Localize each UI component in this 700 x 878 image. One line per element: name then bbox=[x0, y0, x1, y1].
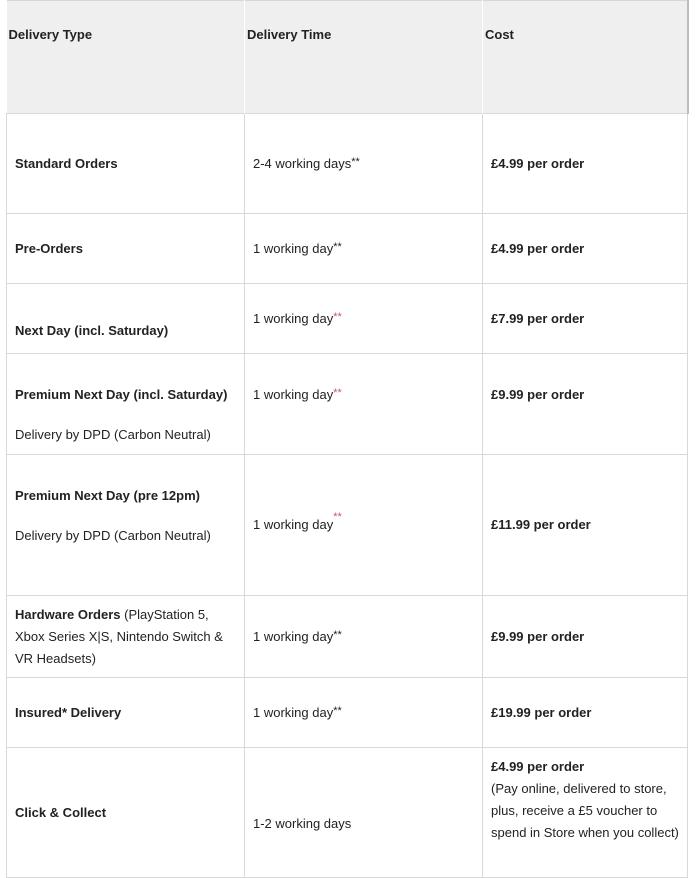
asterisk-note: ** bbox=[333, 511, 342, 523]
asterisk-note: ** bbox=[333, 310, 342, 323]
delivery-time-cell bbox=[245, 114, 483, 214]
table-row bbox=[7, 114, 688, 214]
table-row bbox=[7, 596, 688, 678]
delivery-type-name: Hardware Orders bbox=[15, 606, 121, 622]
delivery-time: 1 working day bbox=[253, 240, 334, 256]
cost-cell bbox=[483, 596, 688, 678]
delivery-type-cell bbox=[7, 114, 245, 214]
delivery-type-name: Premium Next Day (incl. Saturday) bbox=[15, 387, 228, 402]
delivery-time-cell bbox=[245, 214, 483, 284]
table-row bbox=[7, 284, 688, 354]
delivery-time-cell bbox=[245, 678, 483, 748]
cost-unit: per order bbox=[530, 704, 592, 720]
cost-cell bbox=[483, 284, 688, 354]
delivery-type-name: Standard Orders bbox=[15, 155, 118, 171]
cost-note: (Pay online, delivered to store, plus, receive a £5 voucher to spend in Store when you collect) bbox=[491, 781, 679, 840]
cost-cell bbox=[483, 455, 688, 596]
delivery-type-cell bbox=[7, 354, 245, 455]
asterisk-note: ** bbox=[333, 704, 342, 717]
cost-unit: per order bbox=[523, 310, 585, 326]
delivery-time-cell bbox=[245, 748, 483, 878]
cost-amount: £9.99 bbox=[491, 628, 524, 644]
cost-unit: per order bbox=[523, 387, 585, 402]
delivery-time-cell bbox=[245, 354, 483, 455]
table-header-row bbox=[7, 1, 688, 114]
cost-cell bbox=[483, 214, 688, 284]
delivery-type-cell bbox=[7, 596, 245, 678]
cost-amount: £11.99 bbox=[491, 517, 531, 532]
cost-amount: £4.99 bbox=[491, 240, 524, 256]
table-row bbox=[7, 354, 688, 455]
asterisk-note: ** bbox=[351, 155, 360, 168]
delivery-time: 1 working day bbox=[253, 387, 334, 402]
table-row bbox=[7, 748, 688, 878]
delivery-type-cell bbox=[7, 678, 245, 748]
delivery-type-cell bbox=[7, 214, 245, 284]
cost-cell bbox=[483, 114, 688, 214]
delivery-type-cell bbox=[7, 748, 245, 878]
delivery-time: 1 working day bbox=[253, 704, 334, 720]
delivery-type-name: Premium Next Day (pre 12pm) bbox=[15, 488, 200, 503]
table-row bbox=[7, 214, 688, 284]
delivery-type-name-start: Next Day bbox=[15, 323, 75, 338]
delivery-type-name: (incl. Saturday) bbox=[74, 323, 169, 338]
cost-cell bbox=[483, 678, 688, 748]
cost-amount: £7.99 bbox=[491, 310, 524, 326]
table-row bbox=[7, 678, 688, 748]
cost-unit: per order bbox=[523, 240, 585, 256]
delivery-type-cell bbox=[7, 284, 245, 354]
cost-unit: per order bbox=[530, 517, 591, 532]
delivery-time: 1-2 working days bbox=[253, 815, 352, 831]
delivery-time: 2-4 working days bbox=[253, 155, 352, 171]
delivery-type-detail: (PlayStation 5, Xbox Series X|S, Nintendo Switch & VR Headsets) bbox=[15, 606, 223, 666]
delivery-time: 1 working day bbox=[253, 310, 334, 326]
header-delivery-time: Delivery Time bbox=[245, 1, 483, 114]
delivery-carrier-note: Delivery by DPD (Carbon Neutral) bbox=[15, 427, 211, 442]
delivery-time: 1 working day bbox=[253, 628, 334, 644]
table-row bbox=[7, 455, 688, 596]
delivery-time-cell bbox=[245, 596, 483, 678]
delivery-type-name: Insured* Delivery bbox=[15, 704, 122, 720]
cost-amount: £4.99 bbox=[491, 155, 524, 171]
header-delivery-type: Delivery Type bbox=[7, 1, 245, 114]
header-cost: Cost bbox=[483, 1, 688, 114]
delivery-table bbox=[6, 0, 689, 878]
cost-cell bbox=[483, 748, 688, 878]
delivery-carrier-note: Delivery by DPD (Carbon Neutral) bbox=[15, 528, 211, 543]
cost-amount: £9.99 bbox=[491, 387, 524, 402]
delivery-type-name: Pre-Orders bbox=[15, 240, 83, 256]
asterisk-note: ** bbox=[333, 240, 342, 253]
cost-amount: £19.99 bbox=[491, 704, 531, 720]
cost-amount: £4.99 per order bbox=[491, 759, 585, 774]
asterisk-note: ** bbox=[333, 387, 342, 399]
delivery-time-cell bbox=[245, 284, 483, 354]
delivery-time: 1 working day bbox=[253, 517, 334, 532]
cost-cell bbox=[483, 354, 688, 455]
cost-unit: per order bbox=[523, 628, 585, 644]
delivery-type-name: Click & Collect bbox=[15, 804, 107, 820]
asterisk-note: ** bbox=[333, 628, 342, 641]
delivery-type-cell bbox=[7, 455, 245, 596]
delivery-time-cell bbox=[245, 455, 483, 596]
cost-unit: per order bbox=[523, 155, 585, 171]
